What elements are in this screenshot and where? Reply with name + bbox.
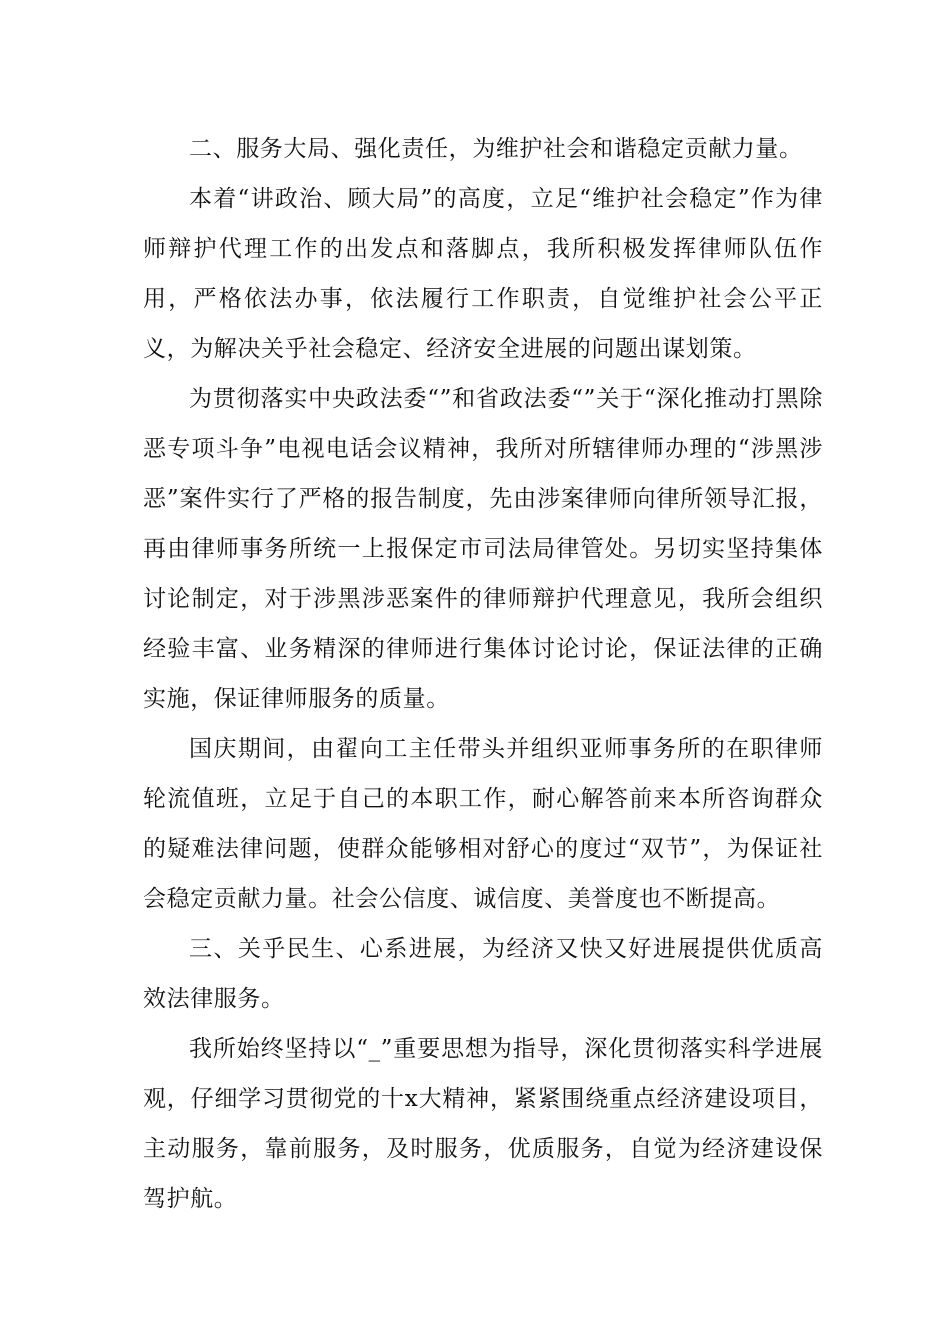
body-paragraph: 为贯彻落实中央政法委“”和省政法委“”关于“深化推动打黑除恶专项斗争”电视电话会议精神，我所对所辖律师办理的“涉黑涉恶”案件实行了严格的报告制度，先由涉案律师向律所领导汇报，再由律师事务所统一上报保定市司法局律管处。另切实坚持集体讨论制定，对于涉黑涉恶案件的律师辩护代理意见，我所会组织经验丰富、业务精深的律师进行集体讨论讨论，保证法律的正确实施，保证律师服务的质量。 <box>143 386 823 712</box>
body-paragraph: 国庆期间，由翟向工主任带头并组织亚师事务所的在职律师轮流值班，立足于自己的本职工作，耐心解答前来本所咨询群众的疑难法律问题，使群众能够相对舒心的度过“双节”，为保证社会稳定贡献力量。社会公信度、诚信度、美誉度也不断提高。 <box>143 736 823 912</box>
document-body <box>143 124 823 1224</box>
body-paragraph: 本着“讲政治、顾大局”的高度，立足“维护社会稳定”作为律师辩护代理工作的出发点和落脚点，我所积极发挥律师队伍作用，严格依法办事，依法履行工作职责，自觉维护社会公平正义，为解决关乎社会稳定、经济安全进展的问题出谋划策。 <box>143 186 823 362</box>
section-heading-three: 三、关乎民生、心系进展，为经济又快又好进展提供优质高效法律服务。 <box>143 936 823 1012</box>
section-heading-two: 二、服务大局、强化责任，为维护社会和谐稳定贡献力量。 <box>189 136 803 162</box>
body-paragraph: 我所始终坚持以“_”重要思想为指导，深化贯彻落实科学进展观，仔细学习贯彻党的十x大精神，紧紧围绕重点经济建设项目，主动服务，靠前服务，及时服务，优质服务，自觉为经济建设保驾护航。 <box>143 1036 823 1212</box>
